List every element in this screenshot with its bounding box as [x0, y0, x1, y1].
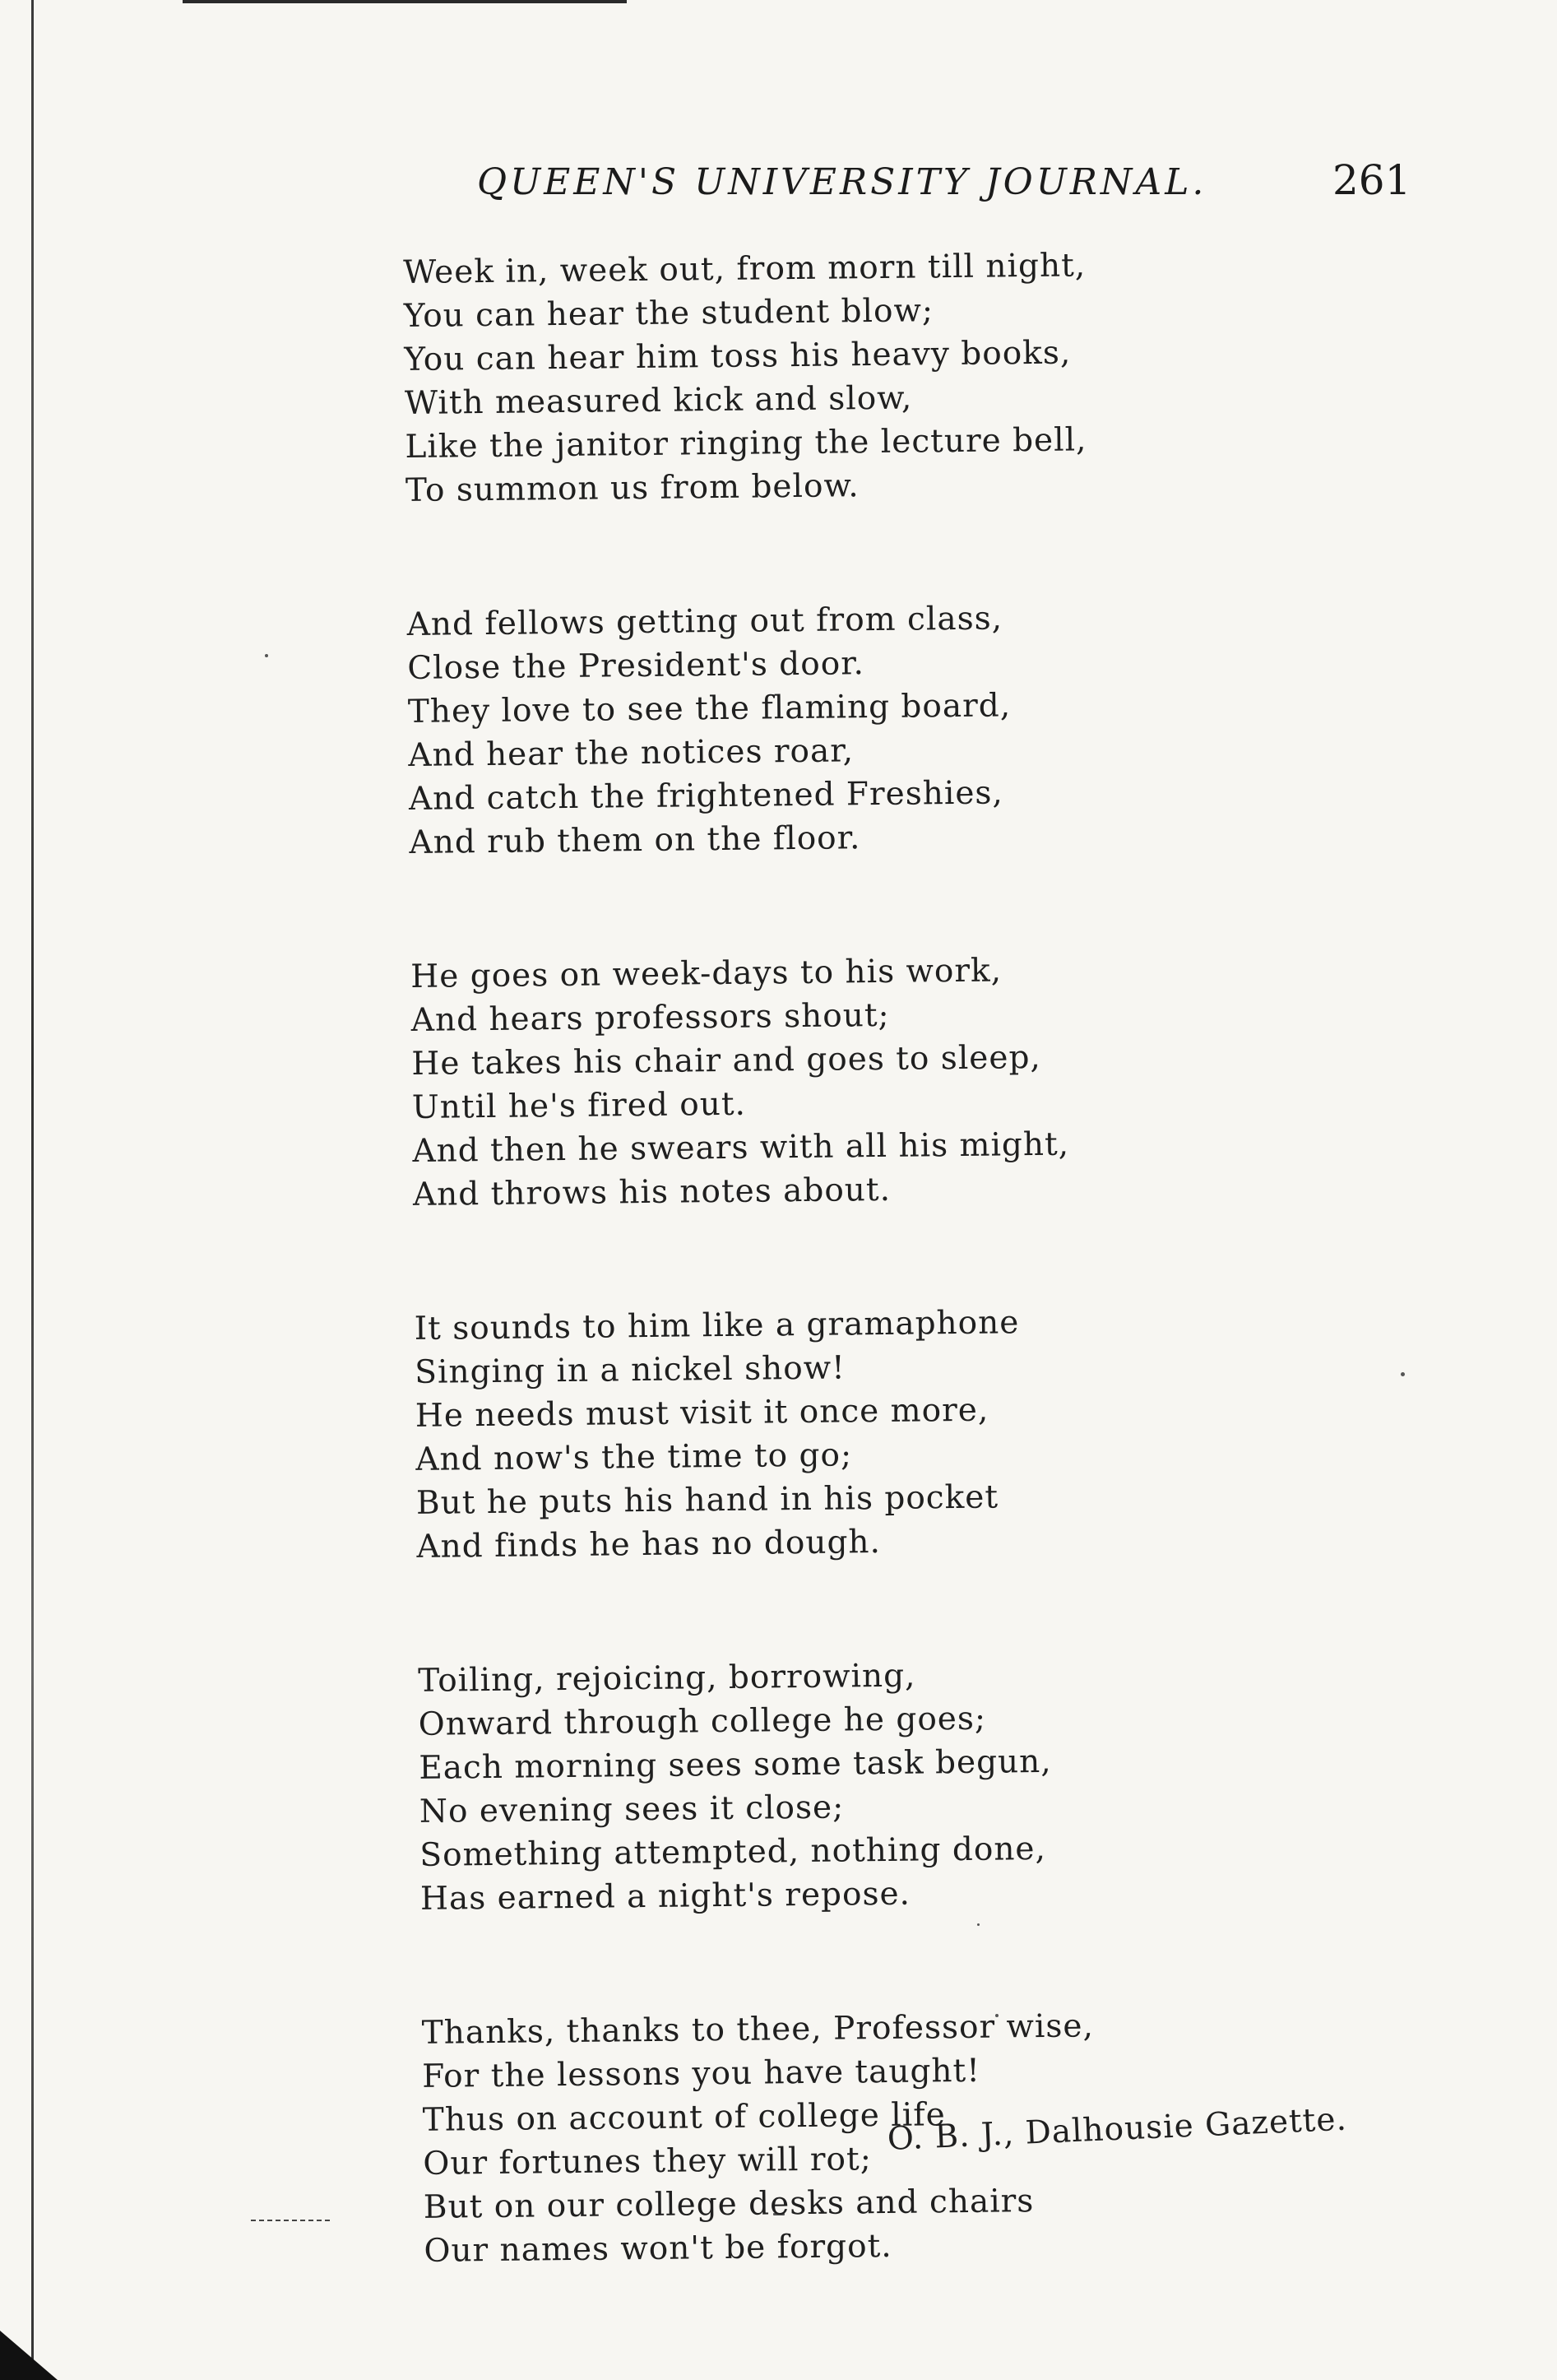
scan-speck	[265, 654, 268, 657]
poem-line: And hear the notices roar,	[408, 732, 855, 774]
poem-line: Thus on account of college life	[422, 2096, 946, 2139]
poem-line: To summon us from below.	[405, 467, 860, 509]
poem-line: You can hear him toss his heavy books,	[404, 334, 1072, 378]
poem-line: Close the President's door.	[407, 645, 865, 687]
poem-line: He needs must visit it once more,	[415, 1391, 989, 1435]
poem-line: Has earned a night's repose.	[419, 1875, 911, 1918]
poem-line: And catch the frightened Freshies,	[408, 774, 1004, 818]
poem-line: He goes on week-days to his work,	[410, 952, 1003, 995]
page-number: 261	[1332, 156, 1411, 204]
scan-corner-mark	[0, 2331, 58, 2380]
poem-line: No evening sees it close;	[419, 1788, 845, 1830]
poem-line: Singing in a nickel show!	[415, 1349, 846, 1391]
scan-left-edge	[31, 0, 34, 2380]
poem-line: He takes his chair and goes to sleep,	[411, 1038, 1042, 1083]
poem-line: And finds he has no dough.	[416, 1524, 882, 1566]
poem-attribution: O. B. J., Dalhousie Gazette.	[887, 2100, 1348, 2158]
poem-line: And hears professors shout;	[410, 996, 890, 1039]
poem-line: Our fortunes they will rot;	[423, 2141, 873, 2183]
poem-line: Like the janitor ringing the lecture bell,	[405, 421, 1087, 466]
poem-line: You can hear the student blow;	[403, 292, 934, 335]
stanza-4	[414, 1296, 1485, 1569]
poem-line: Week in, week out, from morn till night,	[403, 247, 1087, 291]
poem-line: And now's the time to go;	[415, 1436, 853, 1478]
poem-line: It sounds to him like a gramaphone	[414, 1304, 1020, 1348]
poem-line: For the lessons you have taught!	[422, 2052, 981, 2095]
poem-line: And fellows getting out from class,	[406, 600, 1003, 643]
poem-line: They love to see the flaming board,	[407, 687, 1012, 731]
poem-body	[403, 239, 1494, 2363]
poem-line: Thanks, thanks to thee, Professor wise,	[421, 2007, 1095, 2052]
poem-line: And rub them on the floor.	[409, 819, 861, 861]
poem-line: Something attempted, nothing done,	[419, 1830, 1047, 1874]
poem-line: Our names won't be forgot.	[424, 2227, 892, 2270]
top-edge-rule	[183, 0, 627, 3]
bottom-dash-mark	[251, 2220, 333, 2221]
poem-line: Each morning sees some task begun,	[419, 1742, 1052, 1787]
poem-line: But on our college desks and chairs	[423, 2183, 1035, 2226]
stanza-3	[410, 944, 1482, 1217]
poem-line: Onward through college he goes;	[418, 1700, 987, 1743]
stanza-1	[403, 239, 1475, 513]
poem-line: And throws his notes about.	[412, 1171, 892, 1213]
poem-line: But he puts his hand in his pocket	[415, 1478, 999, 1522]
stanza-5	[418, 1648, 1490, 1921]
journal-title: QUEEN'S UNIVERSITY JOURNAL.	[477, 161, 1207, 203]
poem-line: With measured kick and slow,	[404, 379, 913, 422]
poem-line: And then he swears with all his might,	[412, 1125, 1070, 1170]
poem-line: Until he's fired out.	[411, 1085, 747, 1126]
stanza-2	[406, 592, 1478, 865]
poem-line: Toiling, rejoicing, borrowing,	[417, 1657, 916, 1700]
